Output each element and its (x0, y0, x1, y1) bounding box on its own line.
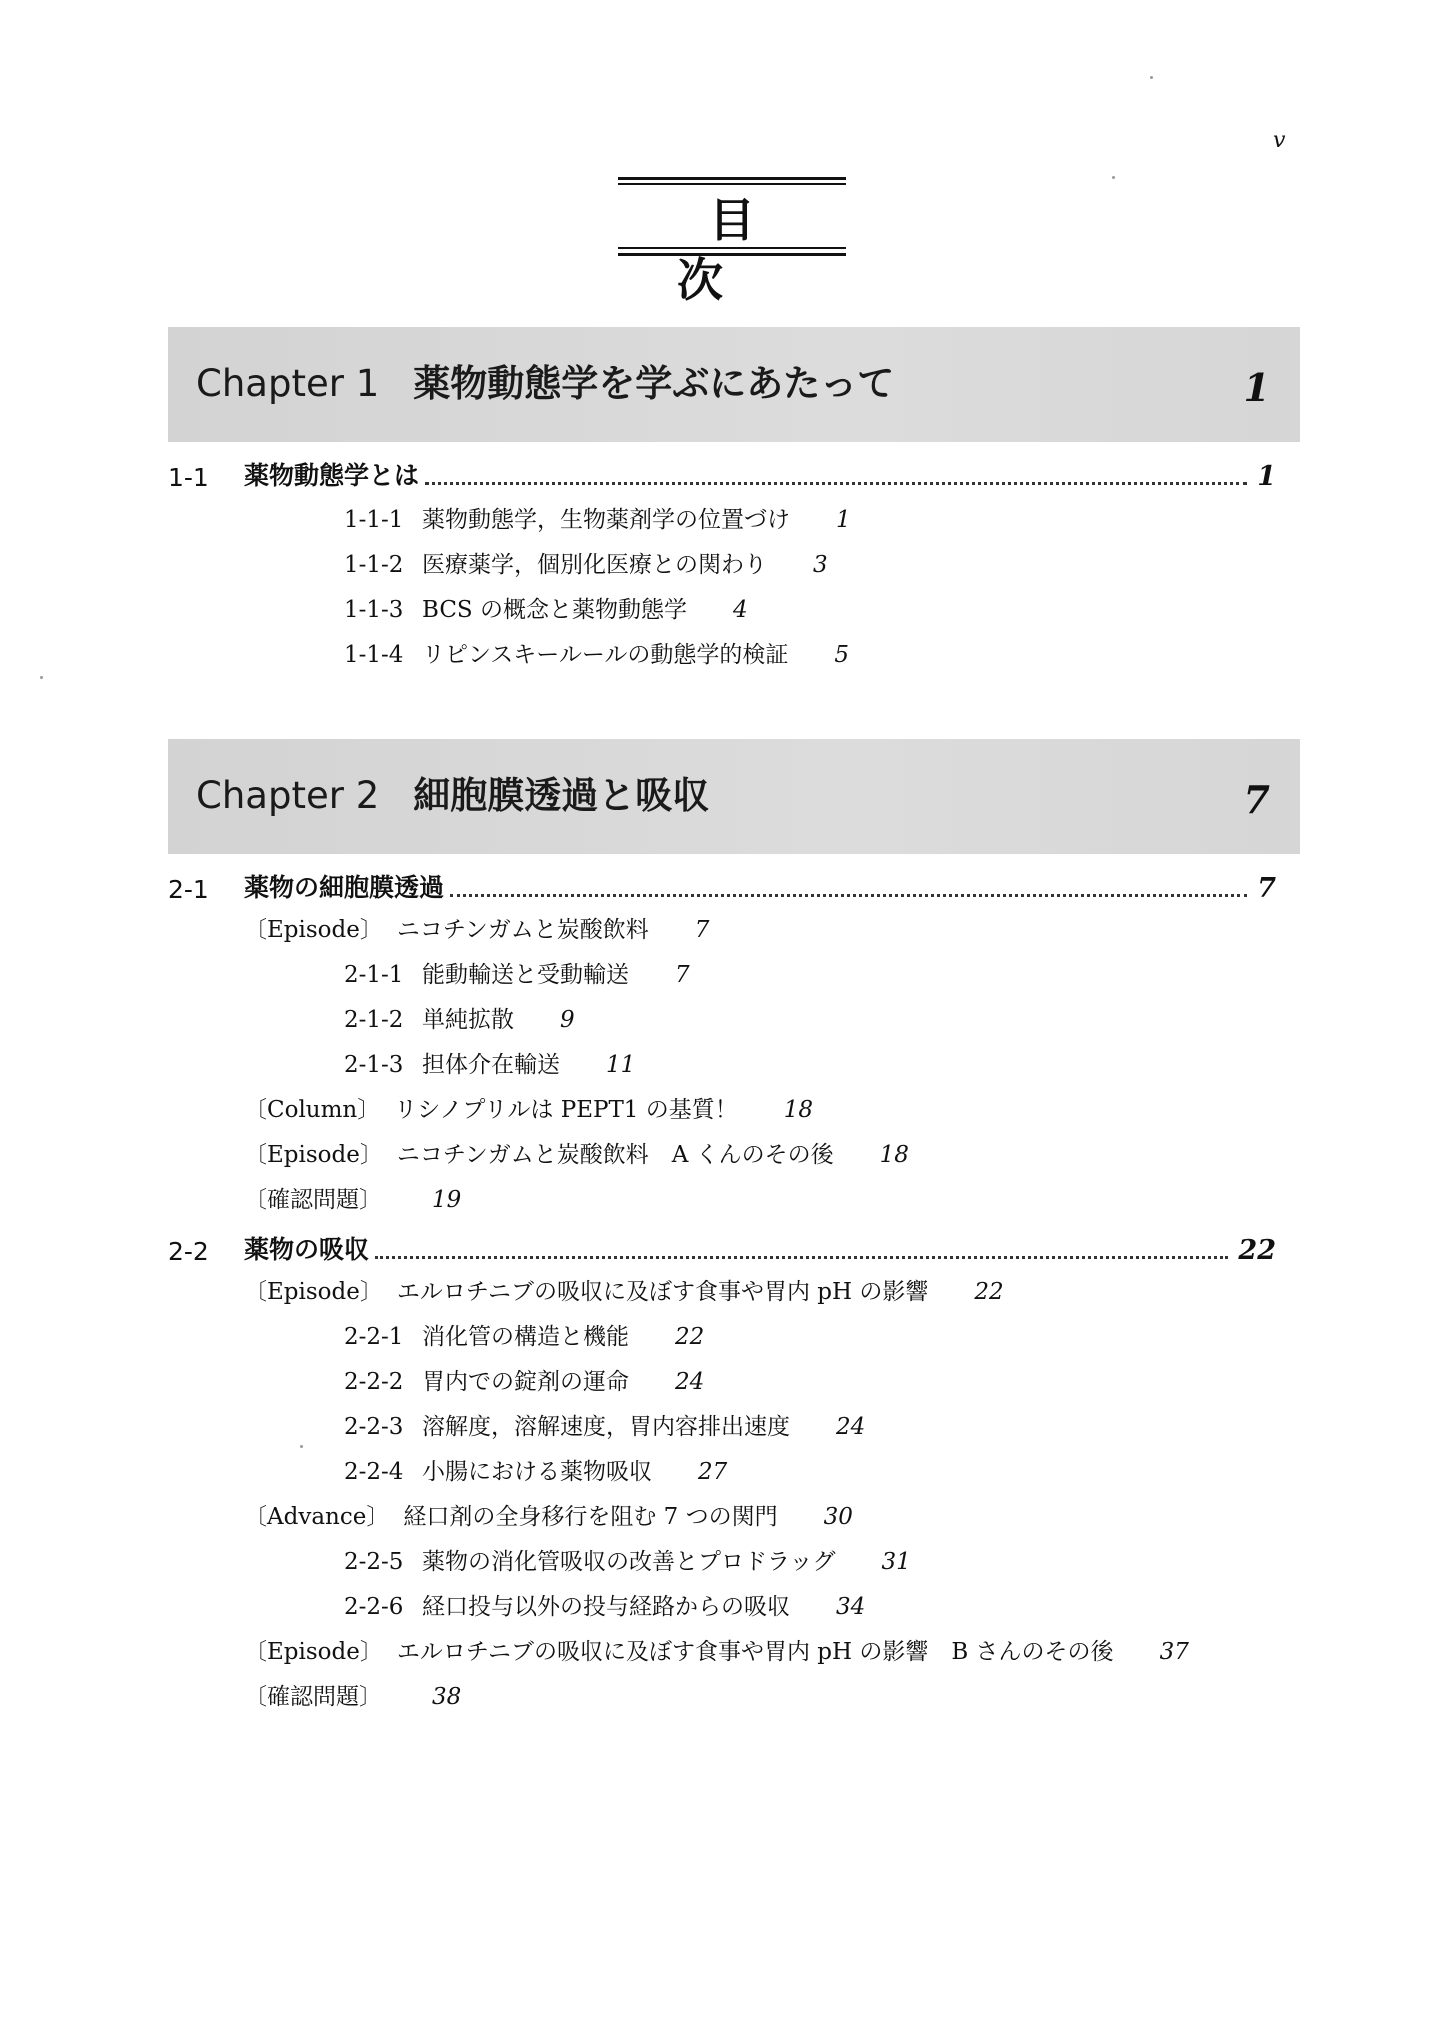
leader-dots (375, 1256, 1228, 1259)
scan-speck (40, 676, 43, 679)
entry-title: リシノプリルは PEPT1 の基質！ (394, 1097, 738, 1123)
section-page: 7 (1257, 873, 1276, 904)
entry-title: 薬物の消化管吸収の改善とプロドラッグ (422, 1549, 836, 1575)
entry-page: 7 (675, 962, 690, 988)
entry-page: 30 (823, 1504, 853, 1530)
entry-tag: 〔Episode〕 (244, 1639, 383, 1665)
entry-title: 経口剤の全身移行を阻む 7 つの関門 (403, 1504, 778, 1530)
toc-entry-episode[interactable] (244, 1636, 1189, 1668)
section-number: 1-1 (168, 463, 209, 492)
entry-title: 担体介在輸送 (422, 1052, 560, 1078)
toc-entry-column[interactable] (244, 1094, 813, 1126)
entry-page: 18 (879, 1142, 909, 1168)
entry-page: 24 (675, 1369, 705, 1395)
entry-title: 能動輸送と受動輸送 (422, 962, 629, 988)
entry-number: 2-2-6 (344, 1594, 404, 1620)
entry-title: 経口投与以外の投与経路からの吸収 (422, 1594, 790, 1620)
entry-tag: 〔Advance〕 (244, 1504, 390, 1530)
section-2-2[interactable] (168, 1230, 1276, 1266)
entry-tag: 〔確認問題〕 (244, 1187, 382, 1213)
entry-page: 22 (675, 1324, 705, 1350)
entry-page: 5 (834, 642, 850, 668)
entry-page: 38 (432, 1684, 462, 1710)
entry-page: 4 (733, 597, 748, 623)
chapter-title: 細胞膜透過と吸収 (413, 774, 710, 817)
entry-page: 1 (836, 507, 851, 533)
entry-page: 34 (836, 1594, 866, 1620)
section-number: 2-1 (168, 875, 209, 904)
chapter-1-heading[interactable] (196, 362, 894, 406)
entry-page: 9 (560, 1007, 575, 1033)
entry-page: 3 (813, 552, 828, 578)
chapter-label: Chapter 1 (196, 362, 380, 405)
toc-entry-episode[interactable] (244, 914, 709, 946)
chapter-label: Chapter 2 (196, 774, 380, 817)
section-2-1[interactable] (168, 868, 1276, 904)
entry-number: 2-2-1 (344, 1324, 404, 1350)
entry-tag: 〔Column〕 (244, 1097, 381, 1123)
scan-speck (1112, 176, 1115, 179)
entry-page: 19 (432, 1187, 462, 1213)
entry-title: 消化管の構造と機能 (422, 1324, 629, 1350)
entry-title: ニコチンガムと炭酸飲料 A くんのその後 (396, 1142, 834, 1168)
entry-page: 7 (694, 917, 710, 943)
section-1-1[interactable] (168, 456, 1276, 492)
entry-number: 2-2-3 (344, 1414, 404, 1440)
entry-title: エルロチニブの吸収に及ぼす食事や胃内 pH の影響 B さんのその後 (396, 1639, 1114, 1665)
entry-tag: 〔Episode〕 (244, 1142, 383, 1168)
entry-title: 医療薬学，個別化医療との関わり (422, 552, 767, 578)
entry-number: 2-2-5 (344, 1549, 404, 1575)
toc-entry-2-1-2[interactable] (344, 1004, 575, 1036)
entry-number: 1-1-3 (344, 597, 404, 623)
toc-entry-2-2-2[interactable] (344, 1366, 704, 1398)
section-page: 22 (1238, 1235, 1276, 1266)
entry-number: 2-1-2 (344, 1007, 404, 1033)
entry-number: 1-1-2 (344, 552, 404, 578)
entry-tag: 〔確認問題〕 (244, 1684, 382, 1710)
scan-speck (300, 1445, 303, 1448)
section-title: 薬物の吸収 (244, 1235, 370, 1264)
entry-title: エルロチニブの吸収に及ぼす食事や胃内 pH の影響 (396, 1279, 929, 1305)
toc-entry-1-1-1[interactable] (344, 504, 851, 536)
section-number: 2-2 (168, 1237, 209, 1266)
toc-entry-1-1-4[interactable] (344, 639, 849, 671)
entry-page: 24 (836, 1414, 866, 1440)
toc-entry-2-1-1[interactable] (344, 959, 690, 991)
entry-page: 22 (974, 1279, 1004, 1305)
entry-page: 11 (606, 1052, 636, 1078)
title-rule-top-inner (618, 183, 846, 185)
entry-page: 37 (1159, 1639, 1189, 1665)
entry-tag: 〔Episode〕 (244, 1279, 383, 1305)
chapter-title: 薬物動態学を学ぶにあたって (413, 362, 895, 405)
section-title: 薬物動態学とは (244, 461, 420, 490)
leader-dots (425, 482, 1247, 485)
page-title: 目 次 (677, 193, 819, 307)
toc-entry-review-questions[interactable] (244, 1681, 461, 1713)
section-title: 薬物の細胞膜透過 (244, 873, 445, 902)
entry-number: 1-1-1 (344, 507, 404, 533)
entry-number: 2-2-4 (344, 1459, 404, 1485)
toc-entry-episode[interactable] (244, 1139, 909, 1171)
entry-title: 薬物動態学，生物薬剤学の位置づけ (422, 507, 790, 533)
toc-entry-2-1-3[interactable] (344, 1049, 635, 1081)
entry-page: 31 (881, 1549, 911, 1575)
chapter-2-heading[interactable] (196, 774, 709, 818)
toc-entry-advance[interactable] (244, 1501, 853, 1533)
scan-speck (1150, 76, 1153, 79)
section-page: 1 (1257, 461, 1276, 492)
toc-entry-2-2-1[interactable] (344, 1321, 704, 1353)
entry-title: BCS の概念と薬物動態学 (422, 597, 687, 623)
entry-title: ニコチンガムと炭酸飲料 (396, 917, 649, 943)
page-folio: v (1273, 128, 1286, 153)
toc-entry-1-1-2[interactable] (344, 549, 828, 581)
toc-entry-review-questions[interactable] (244, 1184, 461, 1216)
leader-dots (450, 894, 1247, 897)
entry-page: 18 (783, 1097, 814, 1123)
title-rule-bottom-inner (618, 247, 846, 249)
toc-entry-episode[interactable] (244, 1276, 1004, 1308)
title-rule-top-outer (618, 177, 846, 180)
toc-entry-2-2-3[interactable] (344, 1411, 865, 1443)
toc-entry-2-2-5[interactable] (344, 1546, 911, 1578)
chapter-1-page: 1 (1243, 365, 1270, 410)
entry-title: 胃内での錠剤の運命 (422, 1369, 629, 1395)
entry-tag: 〔Episode〕 (244, 917, 383, 943)
entry-number: 2-1-1 (344, 962, 404, 988)
entry-number: 2-2-2 (344, 1369, 404, 1395)
entry-page: 27 (698, 1459, 728, 1485)
entry-title: リピンスキールールの動態学的検証 (422, 642, 789, 668)
entry-title: 単純拡散 (422, 1007, 514, 1033)
entry-title: 溶解度，溶解速度，胃内容排出速度 (422, 1414, 790, 1440)
entry-title: 小腸における薬物吸収 (422, 1459, 652, 1485)
chapter-2-page: 7 (1243, 777, 1270, 822)
toc-entry-2-2-6[interactable] (344, 1591, 865, 1623)
toc-entry-2-2-4[interactable] (344, 1456, 727, 1488)
entry-number: 1-1-4 (344, 642, 404, 668)
toc-entry-1-1-3[interactable] (344, 594, 748, 626)
title-rule-bottom-outer (618, 253, 846, 256)
entry-number: 2-1-3 (344, 1052, 404, 1078)
